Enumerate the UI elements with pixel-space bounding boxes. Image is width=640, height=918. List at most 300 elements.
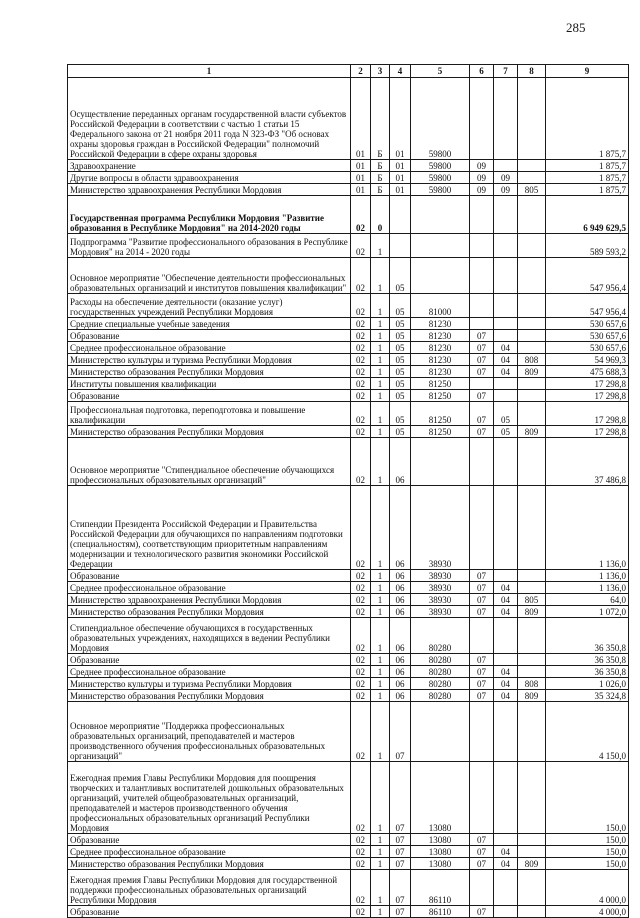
row-code-cell: 1 <box>371 690 390 702</box>
row-code-cell: 01 <box>351 172 371 184</box>
table-row <box>68 258 629 294</box>
row-code-cell: 02 <box>351 870 371 906</box>
row-amount-cell: 6 949 629,5 <box>546 196 629 234</box>
table-row <box>68 582 629 594</box>
row-code-cell: 04 <box>494 606 518 618</box>
row-code-cell: 07 <box>390 858 411 870</box>
row-code-cell: 06 <box>390 666 411 678</box>
row-code-cell <box>494 702 518 762</box>
table-header-row <box>68 65 629 78</box>
row-code-cell: 07 <box>390 762 411 834</box>
header-cell: 4 <box>390 65 411 78</box>
row-name-cell: Основное мероприятие "Стипендиальное обеспечение обучающихся профессиональных образовательных организаций" <box>68 438 351 486</box>
row-code-cell: 07 <box>390 906 411 918</box>
row-name-cell: Институты повышения квалификации <box>68 378 351 390</box>
row-code-cell: 1 <box>371 666 390 678</box>
row-amount-cell: 1 875,7 <box>546 160 629 172</box>
row-code-cell: 1 <box>371 834 390 846</box>
row-code-cell <box>518 702 546 762</box>
table-row <box>68 196 629 234</box>
row-name-cell: Ежегодная премия Главы Республики Мордовия для государственной поддержки профессиональных образовательных организаций Республики Мордовия <box>68 870 351 906</box>
row-amount-cell: 17 298,8 <box>546 402 629 426</box>
table-row <box>68 378 629 390</box>
row-code-cell <box>494 78 518 160</box>
row-code-cell: 07 <box>470 402 494 426</box>
row-name-cell: Стипендиальное обеспечение обучающихся в государственных образовательных учреждениях, находящихся в ведении Республики Мордовия <box>68 618 351 654</box>
row-code-cell: 07 <box>470 390 494 402</box>
row-code-cell: 1 <box>371 678 390 690</box>
row-code-cell: 06 <box>390 654 411 666</box>
table-row <box>68 666 629 678</box>
row-code-cell: 02 <box>351 858 371 870</box>
row-amount-cell: 17 298,8 <box>546 390 629 402</box>
row-code-cell <box>470 196 494 234</box>
row-name-cell: Образование <box>68 834 351 846</box>
row-code-cell: 02 <box>351 294 371 318</box>
row-code-cell <box>494 294 518 318</box>
table-row <box>68 330 629 342</box>
row-code-cell: 02 <box>351 366 371 378</box>
row-amount-cell: 1 875,7 <box>546 172 629 184</box>
row-code-cell <box>518 870 546 906</box>
row-code-cell <box>411 258 470 294</box>
row-code-cell: 1 <box>371 402 390 426</box>
row-amount-cell: 150,0 <box>546 834 629 846</box>
row-code-cell: 02 <box>351 666 371 678</box>
row-amount-cell: 547 956,4 <box>546 258 629 294</box>
row-code-cell: 07 <box>470 354 494 366</box>
row-code-cell <box>494 486 518 570</box>
row-code-cell <box>518 330 546 342</box>
row-code-cell: 07 <box>390 846 411 858</box>
table-row <box>68 486 629 570</box>
row-code-cell: 02 <box>351 594 371 606</box>
row-code-cell <box>518 196 546 234</box>
page-number: 285 <box>566 20 586 35</box>
row-amount-cell: 36 350,8 <box>546 618 629 654</box>
table-row <box>68 78 629 160</box>
table-row <box>68 762 629 834</box>
row-code-cell <box>494 330 518 342</box>
row-code-cell: 1 <box>371 486 390 570</box>
row-code-cell: 01 <box>351 184 371 196</box>
row-code-cell <box>470 762 494 834</box>
row-code-cell: 1 <box>371 378 390 390</box>
row-code-cell: 02 <box>351 762 371 834</box>
table-row <box>68 858 629 870</box>
header-cell: 1 <box>68 65 351 78</box>
row-name-cell: Образование <box>68 570 351 582</box>
row-code-cell: 04 <box>494 594 518 606</box>
row-code-cell: 809 <box>518 690 546 702</box>
row-code-cell <box>518 258 546 294</box>
row-code-cell: 1 <box>371 606 390 618</box>
row-code-cell: 09 <box>470 172 494 184</box>
row-code-cell: 01 <box>351 78 371 160</box>
row-code-cell: Б <box>371 172 390 184</box>
row-code-cell: 05 <box>390 366 411 378</box>
row-code-cell <box>518 318 546 330</box>
row-code-cell: 04 <box>494 858 518 870</box>
row-code-cell: 09 <box>494 184 518 196</box>
row-code-cell: 07 <box>470 846 494 858</box>
row-code-cell: 05 <box>494 402 518 426</box>
row-code-cell: 1 <box>371 702 390 762</box>
row-code-cell <box>518 582 546 594</box>
row-code-cell: 1 <box>371 354 390 366</box>
table-row <box>68 402 629 426</box>
row-amount-cell: 1 072,0 <box>546 606 629 618</box>
row-code-cell: 07 <box>470 570 494 582</box>
row-code-cell: 07 <box>470 342 494 354</box>
row-code-cell: 07 <box>470 858 494 870</box>
row-code-cell <box>390 196 411 234</box>
row-name-cell: Министерство культуры и туризма Республики Мордовия <box>68 678 351 690</box>
row-code-cell <box>518 78 546 160</box>
row-code-cell: 02 <box>351 426 371 438</box>
row-name-cell: Образование <box>68 330 351 342</box>
row-code-cell <box>390 234 411 258</box>
row-amount-cell: 1 136,0 <box>546 486 629 570</box>
row-name-cell: Образование <box>68 906 351 918</box>
row-code-cell: 1 <box>371 294 390 318</box>
row-code-cell: 06 <box>390 618 411 654</box>
row-code-cell: 81250 <box>411 402 470 426</box>
table-row <box>68 318 629 330</box>
row-code-cell <box>518 666 546 678</box>
row-code-cell <box>470 870 494 906</box>
row-code-cell <box>470 486 494 570</box>
header-cell: 7 <box>494 65 518 78</box>
row-code-cell: 05 <box>390 318 411 330</box>
row-code-cell <box>470 318 494 330</box>
row-amount-cell: 1 875,7 <box>546 78 629 160</box>
row-code-cell: 07 <box>390 834 411 846</box>
row-code-cell: 02 <box>351 330 371 342</box>
row-code-cell: 38930 <box>411 594 470 606</box>
row-code-cell: 07 <box>470 366 494 378</box>
table-row <box>68 906 629 918</box>
row-code-cell <box>518 378 546 390</box>
table-row <box>68 426 629 438</box>
row-code-cell: 805 <box>518 184 546 196</box>
header-cell: 9 <box>546 65 629 78</box>
row-code-cell <box>518 172 546 184</box>
row-code-cell: 05 <box>390 390 411 402</box>
row-code-cell <box>494 438 518 486</box>
row-amount-cell: 36 350,8 <box>546 654 629 666</box>
row-code-cell: 1 <box>371 438 390 486</box>
row-code-cell <box>470 78 494 160</box>
row-code-cell: 04 <box>494 666 518 678</box>
row-code-cell: 01 <box>390 184 411 196</box>
row-code-cell <box>494 906 518 918</box>
row-code-cell: 81230 <box>411 342 470 354</box>
row-amount-cell: 150,0 <box>546 858 629 870</box>
row-code-cell: 59800 <box>411 78 470 160</box>
header-cell: 5 <box>411 65 470 78</box>
row-amount-cell: 64,0 <box>546 594 629 606</box>
row-code-cell <box>494 570 518 582</box>
table-body <box>68 78 629 918</box>
row-amount-cell: 150,0 <box>546 762 629 834</box>
header-cell: 6 <box>470 65 494 78</box>
row-code-cell: 02 <box>351 690 371 702</box>
row-code-cell: 02 <box>351 570 371 582</box>
row-code-cell: 809 <box>518 606 546 618</box>
row-amount-cell: 17 298,8 <box>546 426 629 438</box>
row-code-cell: 07 <box>470 330 494 342</box>
header-cell: 2 <box>351 65 371 78</box>
row-code-cell <box>494 618 518 654</box>
row-code-cell <box>518 390 546 402</box>
row-code-cell <box>518 906 546 918</box>
row-amount-cell: 35 324,8 <box>546 690 629 702</box>
row-code-cell: 07 <box>470 666 494 678</box>
row-code-cell: 02 <box>351 234 371 258</box>
row-name-cell: Здравоохранение <box>68 160 351 172</box>
row-code-cell: 59800 <box>411 172 470 184</box>
row-code-cell <box>470 294 494 318</box>
row-code-cell: 04 <box>494 582 518 594</box>
row-code-cell <box>411 438 470 486</box>
row-code-cell: 81230 <box>411 318 470 330</box>
row-code-cell: 07 <box>390 702 411 762</box>
row-name-cell: Государственная программа Республики Мордовия "Развитие образования в Республике Мордовия" на 2014-2020 годы <box>68 196 351 234</box>
row-amount-cell: 4 150,0 <box>546 702 629 762</box>
row-code-cell: 01 <box>390 78 411 160</box>
row-code-cell: 809 <box>518 366 546 378</box>
row-code-cell <box>518 160 546 172</box>
row-code-cell: 02 <box>351 678 371 690</box>
row-code-cell: 81230 <box>411 354 470 366</box>
row-code-cell <box>518 486 546 570</box>
row-code-cell: Б <box>371 184 390 196</box>
row-code-cell: 13080 <box>411 846 470 858</box>
row-name-cell: Стипендии Президента Российской Федерации и Правительства Российской Федерации для обучающихся по направлениям подготовки (специальностям), соответствующим приоритетным направлениям модернизации и технологического развития экономики Российской Федерации <box>68 486 351 570</box>
row-code-cell: 05 <box>390 402 411 426</box>
row-code-cell: 81000 <box>411 294 470 318</box>
row-code-cell: 80280 <box>411 690 470 702</box>
row-name-cell: Средние специальные учебные заведения <box>68 318 351 330</box>
row-code-cell: 07 <box>470 834 494 846</box>
table-row <box>68 234 629 258</box>
row-amount-cell: 36 350,8 <box>546 666 629 678</box>
row-code-cell <box>411 702 470 762</box>
row-name-cell: Другие вопросы в области здравоохранения <box>68 172 351 184</box>
row-code-cell: 02 <box>351 906 371 918</box>
row-code-cell: 02 <box>351 318 371 330</box>
row-code-cell: 07 <box>470 690 494 702</box>
row-amount-cell: 475 688,3 <box>546 366 629 378</box>
row-code-cell: 38930 <box>411 486 470 570</box>
row-code-cell <box>494 762 518 834</box>
table-row <box>68 184 629 196</box>
row-code-cell: 07 <box>470 654 494 666</box>
row-code-cell: 04 <box>494 678 518 690</box>
row-name-cell: Основное мероприятие "Обеспечение деятельности профессиональных образовательных организаций и институтов повышения квалификации" <box>68 258 351 294</box>
table-row <box>68 702 629 762</box>
row-amount-cell: 530 657,6 <box>546 330 629 342</box>
row-code-cell <box>470 618 494 654</box>
row-code-cell: 1 <box>371 570 390 582</box>
row-code-cell: 09 <box>470 160 494 172</box>
row-amount-cell: 547 956,4 <box>546 294 629 318</box>
row-code-cell: 06 <box>390 606 411 618</box>
row-name-cell: Среднее профессиональное образование <box>68 846 351 858</box>
row-code-cell: 04 <box>494 690 518 702</box>
row-code-cell: 1 <box>371 330 390 342</box>
row-name-cell: Расходы на обеспечение деятельности (оказание услуг) государственных учреждений Республики Мордовия <box>68 294 351 318</box>
row-code-cell: 02 <box>351 438 371 486</box>
row-code-cell: 09 <box>494 172 518 184</box>
row-code-cell <box>494 160 518 172</box>
row-code-cell: 02 <box>351 606 371 618</box>
row-code-cell <box>518 294 546 318</box>
row-code-cell: 13080 <box>411 858 470 870</box>
row-code-cell: 06 <box>390 570 411 582</box>
row-name-cell: Среднее профессиональное образование <box>68 342 351 354</box>
row-code-cell <box>518 402 546 426</box>
row-code-cell: 81230 <box>411 330 470 342</box>
row-code-cell: 1 <box>371 342 390 354</box>
row-code-cell: 59800 <box>411 184 470 196</box>
row-code-cell: 06 <box>390 690 411 702</box>
table-row <box>68 438 629 486</box>
row-code-cell: 1 <box>371 654 390 666</box>
row-code-cell <box>411 196 470 234</box>
row-name-cell: Среднее профессиональное образование <box>68 582 351 594</box>
row-code-cell: 02 <box>351 354 371 366</box>
row-name-cell: Министерство образования Республики Мордовия <box>68 858 351 870</box>
row-code-cell: 1 <box>371 858 390 870</box>
row-code-cell: 02 <box>351 834 371 846</box>
row-code-cell: 06 <box>390 594 411 606</box>
row-code-cell <box>494 834 518 846</box>
row-code-cell: 1 <box>371 390 390 402</box>
budget-table <box>67 64 629 918</box>
row-code-cell: 59800 <box>411 160 470 172</box>
row-code-cell <box>494 234 518 258</box>
row-code-cell: 07 <box>470 678 494 690</box>
row-code-cell: 81250 <box>411 426 470 438</box>
row-code-cell: 05 <box>390 378 411 390</box>
row-code-cell: 81250 <box>411 390 470 402</box>
row-code-cell: 02 <box>351 582 371 594</box>
row-code-cell: 02 <box>351 486 371 570</box>
table-row <box>68 690 629 702</box>
row-code-cell <box>518 342 546 354</box>
row-code-cell: 07 <box>470 594 494 606</box>
row-code-cell: 38930 <box>411 582 470 594</box>
row-code-cell: 07 <box>390 870 411 906</box>
row-code-cell: 81250 <box>411 378 470 390</box>
row-code-cell: 1 <box>371 906 390 918</box>
row-code-cell <box>518 234 546 258</box>
row-code-cell: 1 <box>371 318 390 330</box>
table-row <box>68 618 629 654</box>
row-code-cell: 04 <box>494 354 518 366</box>
row-code-cell: 07 <box>470 582 494 594</box>
row-code-cell: 805 <box>518 594 546 606</box>
row-code-cell <box>494 390 518 402</box>
row-code-cell <box>518 834 546 846</box>
table-row <box>68 678 629 690</box>
header-cell: 3 <box>371 65 390 78</box>
row-amount-cell: 37 486,8 <box>546 438 629 486</box>
row-code-cell <box>494 318 518 330</box>
row-code-cell: 13080 <box>411 762 470 834</box>
row-code-cell: 1 <box>371 870 390 906</box>
row-code-cell: 06 <box>390 486 411 570</box>
row-amount-cell: 4 000,0 <box>546 906 629 918</box>
header-cell: 8 <box>518 65 546 78</box>
row-code-cell: 06 <box>390 438 411 486</box>
row-name-cell: Осуществление переданных органам государственной власти субъектов Российской Федерации в соответствии с частью 1 статьи 15 Федерального закона от 21 ноября 2011 года N 323-ФЗ "Об основах охраны здоровья граждан в Российской Федерации" полномочий Российской Федерации в сфере охраны здоровья <box>68 78 351 160</box>
row-code-cell: 1 <box>371 366 390 378</box>
row-code-cell <box>494 654 518 666</box>
row-code-cell: 05 <box>390 258 411 294</box>
row-name-cell: Среднее профессиональное образование <box>68 666 351 678</box>
row-code-cell: 808 <box>518 354 546 366</box>
row-code-cell <box>470 438 494 486</box>
row-code-cell: 38930 <box>411 606 470 618</box>
row-code-cell: 81230 <box>411 366 470 378</box>
row-name-cell: Министерство образования Республики Мордовия <box>68 690 351 702</box>
row-name-cell: Министерство здравоохранения Республики Мордовия <box>68 184 351 196</box>
row-code-cell: 808 <box>518 678 546 690</box>
table-row <box>68 294 629 318</box>
row-code-cell: 02 <box>351 618 371 654</box>
row-code-cell: 01 <box>390 160 411 172</box>
row-amount-cell: 1 136,0 <box>546 582 629 594</box>
row-code-cell <box>518 762 546 834</box>
row-code-cell <box>518 438 546 486</box>
table-row <box>68 172 629 184</box>
table-row <box>68 160 629 172</box>
row-code-cell: 02 <box>351 196 371 234</box>
row-code-cell <box>470 258 494 294</box>
row-code-cell: 1 <box>371 258 390 294</box>
row-code-cell: 02 <box>351 390 371 402</box>
row-code-cell: 80280 <box>411 666 470 678</box>
table-row <box>68 366 629 378</box>
table-row <box>68 846 629 858</box>
row-code-cell: 1 <box>371 846 390 858</box>
row-code-cell <box>494 870 518 906</box>
table-row <box>68 834 629 846</box>
row-code-cell: 02 <box>351 378 371 390</box>
row-amount-cell: 530 657,6 <box>546 318 629 330</box>
table-row <box>68 390 629 402</box>
row-code-cell: 38930 <box>411 570 470 582</box>
row-amount-cell: 4 000,0 <box>546 870 629 906</box>
row-code-cell <box>494 196 518 234</box>
row-code-cell: 86110 <box>411 870 470 906</box>
row-code-cell: 04 <box>494 366 518 378</box>
row-code-cell: 02 <box>351 342 371 354</box>
row-name-cell: Подпрограмма "Развитие профессионального образования в Республике Мордовия" на 2014 - 2020 годы <box>68 234 351 258</box>
row-code-cell: 06 <box>390 678 411 690</box>
table-row <box>68 870 629 906</box>
row-code-cell: 809 <box>518 858 546 870</box>
row-code-cell: 80280 <box>411 678 470 690</box>
row-code-cell: 01 <box>351 160 371 172</box>
row-code-cell: 07 <box>470 426 494 438</box>
table-row <box>68 654 629 666</box>
row-name-cell: Министерство образования Республики Мордовия <box>68 606 351 618</box>
row-code-cell: 1 <box>371 594 390 606</box>
